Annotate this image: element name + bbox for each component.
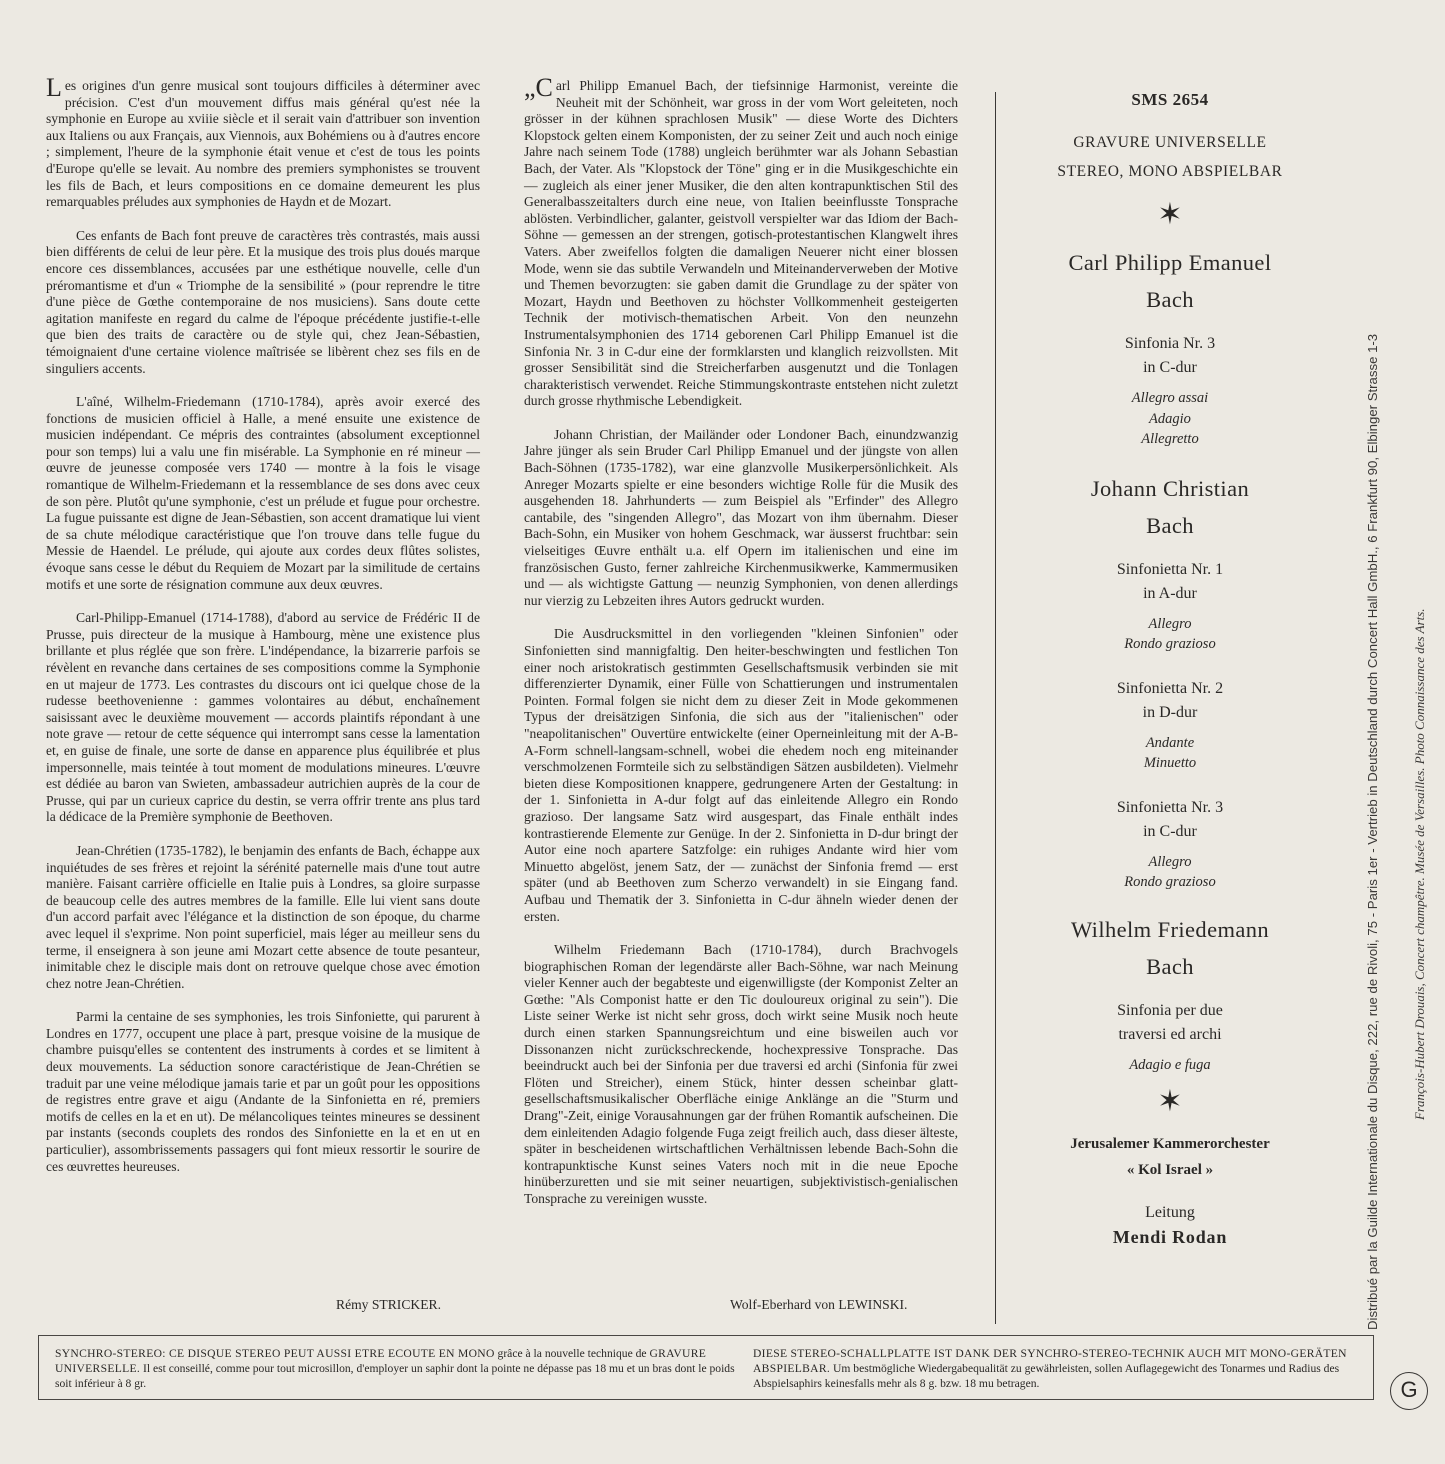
french-paragraph: Parmi la centaine de ses symphonies, les trois Sinfoniette, qui parurent à Londres en 1777, occupent une place à part, presque voisine de la musique de chambre puisqu'elles se contentent des instruments à cordes et se limitent à deux mouvements. La séduction sonore caractéristique de Jean-Chrétien se traduit par une veine mélodique jamais tarie et par un goût pour les oppositions de registres entre grave et aigu (Andante de la Sinfonietta en ré, premiers motifs de celles en la et en ut). De mélancoliques teintes mineures se dessinent par instants (seconds couplets des rondos des Sinfoniette en la et en ut en particulier), assombrissements passagers qui font mieux ressortir le sourire de ces œuvrettes heureuses. xyxy=(46,1009,480,1174)
star-ornament: ✶ xyxy=(1157,198,1183,231)
gravure-line: GRAVURE UNIVERSELLE xyxy=(1073,134,1267,151)
german-paragraph: „Carl Philipp Emanuel Bach, der tiefsinnige Harmonist, vereinte die Neuheit mit der Schönheit, war gross in der vom Wort geleiteten, noch grösser in der kühnen sprachlosen Musik" — diese Worte des Dichters Klopstock gelten einem Komponisten, der zu seiner Zeit und auch noch einige Jahre nach seinem Tode (1788) ungleich berühmter war als Johann Sebastian Bach, der Vater. Als "Klopstock der Töne" ging er in die Musikgeschichte ein — zugleich als einer jener Musiker, die den alten kontrapunktischen Stil des Generalbasszeitalters durch eine neue, von Italien beeinflusste Tonsprache ablösten. Verbindlicher, galanter, geistvoll verspielter war das Idiom der Bach-Söhne — gemessen an der strengen, gotisch-protestantischen Klangwelt ihres Vaters. Aber zweifellos folgten die damaligen Neuerer nicht einer blossen Mode, wenn sie das subtile Verwandeln und Miteinanderverweben der Motive und Themen bevorzugten: sie gaben damit die Grundlage zu der später von Mozart, Haydn und Beethoven zu höchster Vollkommenheit gesteigerten Technik der motivisch-thematischen Arbeit. Von den neunzehn Instrumentalsymphonien des 1714 geborenen Carl Philipp Emanuel ist die Sinfonia Nr. 3 in C-dur eine der formklarsten und klanglich reizvollsten. Mit grosser Sensibilität sind die Streicherfarben ausgenutzt und die Tonlagen charakteristisch verwendet. Reiche Stimmungskontraste entstehen nicht zuletzt durch grosse rhythmische Lebendigkeit. xyxy=(524,73,958,409)
star-ornament: ✶ xyxy=(1157,1085,1183,1118)
french-paragraph: Les origines d'un genre musical sont toujours difficiles à déterminer avec précision. C'est d'un mouvement diffus mais général qu'est née la symphonie en Europe au xviiie siècle et il serait vain d'attribuer son invention aux Italiens ou aux Français, aux Viennois, aux Bohémiens ou à d'autres encore ; simplement, l'heure de la symphonie était venue et c'est de tous les points d'Europe qu'elle se levait. Au nombre des premiers symphonistes se trouvent les fils de Bach, et leurs compositions en ce domaine demeurent les plus remarquables préludes aux symphonies de Haydn et de Mozart. xyxy=(46,73,480,210)
german-essay xyxy=(524,73,958,1225)
stereo-mono-line: STEREO, MONO ABSPIELBAR xyxy=(1057,163,1283,180)
work-title: Sinfonia Nr. 3 in C-dur xyxy=(1124,335,1216,376)
catalog-number: SMS 2654 xyxy=(1131,90,1209,109)
notice-german: DIESE STEREO-SCHALLPLATTE IST DANK DER SYNCHRO-STEREO-TECHNIK AUCH MIT MONO-GERÄTEN ABSPIELBAR. Um bestmögliche Wiedergabequalität zu gewährleisten, sollen Auflagegewicht des Tonarmes und Radius des Abspielsaphirs keinesfalls mehr als 8 g. bzw. 18 mu betragen. xyxy=(753,1347,1347,1391)
work-title: Sinfonia per due traversi ed archi xyxy=(1117,1001,1223,1043)
notice-french: SYNCHRO-STEREO: CE DISQUE STEREO PEUT AUSSI ETRE ECOUTE EN MONO grâce à la nouvelle technique de GRAVURE UNIVERSELLE. Il est conseillé, comme pour tout microsillon, d'employer un saphir dont la pointe ne dépasse pas 18 mu et un bras dont le poids soit inférieur à 8 gr. xyxy=(55,1347,735,1391)
composer-name: Carl Philipp Emanuel xyxy=(1068,250,1272,275)
movements: Adagio e fuga xyxy=(1129,1056,1211,1073)
leitung-label: Leitung xyxy=(1145,1204,1195,1221)
work-title: Sinfonietta Nr. 1 in A-dur xyxy=(1116,560,1224,602)
french-paragraph: Jean-Chrétien (1735-1782), le benjamin des enfants de Bach, échappe aux inquiétudes de ses frères et rejoint la sérénité paternelle mais d'une tout autre manière. Faisant carrière officielle en Italie puis à Londres, sa gloire surpasse de beaucoup celle des autres membres de la famille. Elle lui vient sans doute d'un accord parfait avec l'élégance et la distinction de son époque, du charme avec lequel il s'exprime. Non point superficiel, mais léger au meilleur sens du terme, il enseignera à son jeune ami Mozart cette absence de toute pesanteur, inimitable chez le disciple mais dont on retrouve quelque chose avec émotion chez notre Jean-Chrétien. xyxy=(46,842,480,991)
french-paragraph: L'aîné, Wilhelm-Friedemann (1710-1784), après avoir exercé des fonctions de musicien officiel à Halle, a mené ensuite une existence de musicien indépendant. Ce mépris des contraintes (absolument exceptionnel pour son temps) lui a valu une fin misérable. La Symphonie en ré mineur — œuvre de jeunesse composée vers 1740 — montre à la fois le visage romantique de Wilhelm-Friedemann et la ressemblance de ses dons avec ceux de son père. Plutôt qu'une symphonie, c'est un prélude et fugue pour orchestre. La fugue puissante est digne de Jean-Sébastien, son accent dramatique lui vient de sa chute mélodique caractéristique que l'on trouve dans telle fugue du Messie de Haendel. Le prélude, qui ajoute aux cordes deux flûtes solistes, évoque sans cesse le début du Requiem de Mozart par la similitude de certains motifs et une sorte de résignation commune aux deux œuvres. xyxy=(46,394,480,592)
movements: Allegro Rondo grazioso xyxy=(1124,853,1216,890)
german-dropcap: „C xyxy=(524,73,553,102)
french-signature: Rémy STRICKER. xyxy=(336,1297,441,1312)
synchro-stereo-notice xyxy=(38,1335,1374,1400)
french-essay xyxy=(46,73,480,1192)
work-title: Sinfonietta Nr. 2 in D-dur xyxy=(1116,679,1224,721)
french-paragraph: Ces enfants de Bach font preuve de caractères très contrastés, mais aussi bien différents de celui de leur père. Et la musique des trois plus doués marque encore ces dissemblances, accusées par une esthétique nouvelle, celle d'un préromantisme et d'un « Triomphe de la sensibilité » (pour reprendre le titre d'une pièce de Gœthe contemporaine de nos musiciens). Sans doute cette agitation manifeste en regard du calme de l'époque précédente justifie-t-elle que bien des traits de caractère ou de style qui, chez Jean-Sébastien, témoignaient d'une certaine violence maîtrisée se libèrent chez ses fils en de singuliers accents. xyxy=(46,227,480,376)
german-signature: Wolf-Eberhard von LEWINSKI. xyxy=(730,1297,908,1312)
movements: Allegro assai Adagio Allegretto xyxy=(1131,390,1209,447)
composer-name: Johann Christian xyxy=(1090,475,1250,501)
composer-name: Bach xyxy=(1146,287,1194,312)
movements: Andante Minuetto xyxy=(1143,734,1197,771)
work-title: Sinfonietta Nr. 3 in C-dur xyxy=(1116,798,1224,840)
track-listing xyxy=(1000,80,1340,1248)
label-logo: G xyxy=(1390,1372,1428,1410)
composer-name: Bach xyxy=(1146,953,1194,979)
orchestra: Jerusalemer Kammerorchester « Kol Israel » xyxy=(1070,1136,1270,1178)
movements: Allegro Rondo grazioso xyxy=(1124,615,1216,652)
french-paragraph: Carl-Philipp-Emanuel (1714-1788), d'abord au service de Frédéric II de Prusse, puis directeur de la musique à Hambourg, mène une existence plus brillante et plus réglée que son frère. L'indépendance, la bizarrerie parfois se révèlent en revanche dans certaines de ses compositions comme la Symphonie en ut majeur de 1773. Les contrastes du discours ont ici quelque chose de la rudesse beethovenienne : gammes volontaires au début, enchaînement saisissant avec le deuxième mouvement — accords plaintifs répondant à une note grave — retour de cette séquence qui interrompt sans cesse la lamentation et, en guise de finale, une sorte de danse en apparence plus équilibrée et plus impersonnelle, mais teintée à tout moment de modulations mineures. L'œuvre est dédiée au baron van Swieten, ambassadeur autrichien auprès de la cour de Prusse, qui par un curieux caprice du destin, se verra offrir trente ans plus tard la dédicace de la Première symphonie de Beethoven. xyxy=(46,610,480,825)
distribution-text: Distribué par la Guilde Internationale du Disque, 222, rue de Rivoli, 75 - Paris 1er - Vertrieb in Deutschland durch Concert Hall GmbH., 6 Frankfurt 90, Elbinger Strasse 1-3 xyxy=(1365,333,1380,1330)
column-divider xyxy=(995,92,996,1324)
composer-name: Bach xyxy=(1146,512,1194,538)
composer-name: Wilhelm Friedemann xyxy=(1070,916,1270,942)
french-dropcap: L xyxy=(46,73,62,102)
german-paragraph: Wilhelm Friedemann Bach (1710-1784), durch Brachvogels biographischen Roman der legendärste aller Bach-Söhne, war nach Meinung vieler Kenner auch der begabteste und eigenwilligste (der Komponist Zelter an Gœthe: "Als Componist hatte er den Tic douloureux original zu sein"). Die Liste seiner Werke ist nicht sehr gross, doch wirkt seine Musik noch heute durch einen starken Spannungsreichtum und eine bisweilen auch vor Dissonanzen nicht zurückschreckende, hochexpressive Tonsprache. Das beeindruckt auch bei der Sinfonia per due traversi ed archi (Sinfonia für zwei Flöten und Streicher), einem Stück, hinter dessen scheinbar glatt-gesellschaftsmusikalischer Oberfläche einige Anklänge an die "Sturm und Drang"-Zeit, einige Vorausahnungen gar der frühen Romantik aufscheinen. Die dem einleitenden Adagio folgende Fuga zeigt freilich auch, dass dieser älteste, später in bescheidenen wirtschaftlichen Verhältnissen lebende Bach-Sohn die kontrapunktische Kunst seines Vaters noch mit in die neue Epoche hinüberzuretten und sie mit seiner neuartigen, subjektivistisch-genialischen Tonsprache zu vereinigen wusste. xyxy=(524,942,958,1206)
german-paragraph: Die Ausdrucksmittel in den vorliegenden "kleinen Sinfonien" oder Sinfonietten sind mannigfaltig. Den heiter-beschwingten und festlichen Ton einer noch aristokratisch gestimmten Gesellschaftsmusik verbinden sie mit differenzierter Dynamik, einer Fülle von Schattierungen und instrumentalen Pointen. Formal folgen sie nicht dem zu dieser Zeit in Mode gekommenen Typus der dreisätzigen Sinfonia, die sich aus der "italienischen" oder "neapolitanischen" Ouvertüre entwickelte (einer Operneinleitung mit der A-B-A-Form schnell-langsam-schnell, wobei die ehedem noch eng miteinander verschmolzenen Formteile sich zu selbständigen Sätzen ausbildeten). Vielmehr bieten diese Kompositionen knappere, gedrungenere Arten der Gestaltung: in der 1. Sinfonietta in A-dur folgt auf das einleitende Allegro ein Rondo grazioso. Der langsame Satz wird ausgespart, das Finale enthält indes kontrastierende Elemente zur Genüge. In der 2. Sinfonietta in D-dur bringt der Autor eine noch apartere Satzfolge: ein ruhiges Andante wird hier vom Minuetto abgelöst, jenem Satz, der — zunächst der Sinfonia fremd — erst später (und ab Beethoven zum Scherzo verwandelt) in sie Eingang fand. Aufbau und Thematik der 3. Sinfonietta in C-dur ähneln wieder denen der ersten. xyxy=(524,626,958,924)
conductor-name: Mendi Rodan xyxy=(1112,1227,1228,1247)
photo-credit: François-Hubert Drouais, Concert champêtre. Musée de Versailles. Photo Connaissance des Arts. xyxy=(1412,608,1427,1120)
german-paragraph: Johann Christian, der Mailänder oder Londoner Bach, einundzwanzig Jahre jünger als sein Bruder Carl Philipp Emanuel und der jüngste von allen Bach-Söhnen (1735-1782), war eine glanzvolle Musikerpersönlichkeit. Als Anreger Mozarts spielte er eine besonders wichtige Rolle für die Musik des ausgehenden 18. Jahrhunderts — zum Beispiel als "Erfinder" des Allegro cantabile, des "singenden Allegro", das Mozart von ihm übernahm. Dieser Bach-Sohn, ein Musiker von hohem Geschmack, war äusserst fruchtbar: sein vielseitiges Œuvre enthält u.a. elf Opern im italienischen und eine im französischen Gusto, ferner zahlreiche Kirchenmusikwerke, Kammermusiken und — als wichtigste Gattung — neunzig Symphonien, von denen allerdings nur vierzig zu Lebzeiten ihres Autors gedruckt wurden. xyxy=(524,426,958,608)
